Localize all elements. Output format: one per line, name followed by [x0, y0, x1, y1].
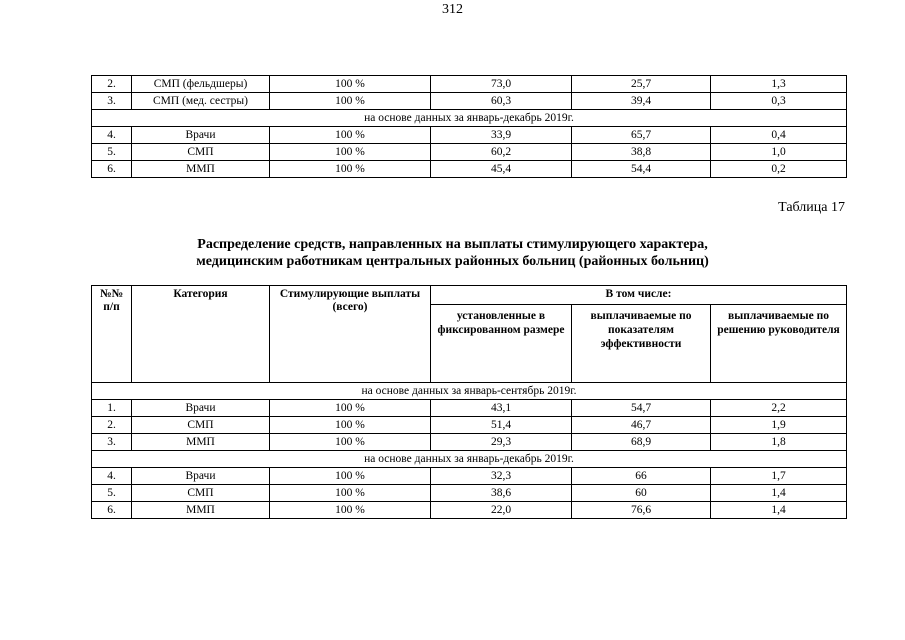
cell-num: 4.: [92, 127, 132, 144]
cell-category: ММП: [132, 502, 270, 519]
cell-category: СМП: [132, 417, 270, 434]
cell-total: 100 %: [270, 468, 431, 485]
cell-fixed: 38,6: [431, 485, 572, 502]
table-17: [91, 285, 847, 519]
cell-num: 2.: [92, 76, 132, 93]
header-category: Категория: [132, 286, 270, 383]
table-row: [92, 161, 847, 178]
table-row: [92, 417, 847, 434]
cell-efficiency: 66: [572, 468, 711, 485]
cell-efficiency: 60: [572, 485, 711, 502]
cell-fixed: 60,2: [431, 144, 572, 161]
cell-total: 100 %: [270, 434, 431, 451]
section-label: на основе данных за январь-декабрь 2019г.: [92, 110, 847, 127]
header-efficiency: выплачиваемые по показателям эффективности: [572, 305, 711, 383]
cell-total: 100 %: [270, 400, 431, 417]
cell-category: СМП: [132, 144, 270, 161]
cell-efficiency: 46,7: [572, 417, 711, 434]
cell-num: 5.: [92, 144, 132, 161]
cell-head-decision: 1,7: [711, 468, 847, 485]
cell-fixed: 33,9: [431, 127, 572, 144]
table-row: [92, 434, 847, 451]
cell-num: 3.: [92, 434, 132, 451]
cell-head-decision: 1,4: [711, 502, 847, 519]
table-title-line-1: Распределение средств, направленных на выплаты стимулирующего характера,: [197, 237, 708, 252]
cell-category: Врачи: [132, 468, 270, 485]
cell-efficiency: 54,7: [572, 400, 711, 417]
cell-head-decision: 0,3: [711, 93, 847, 110]
cell-total: 100 %: [270, 76, 431, 93]
cell-total: 100 %: [270, 144, 431, 161]
table-label: Таблица 17: [778, 200, 845, 215]
table-title: [0, 236, 905, 270]
cell-num: 2.: [92, 417, 132, 434]
cell-fixed: 45,4: [431, 161, 572, 178]
cell-fixed: 43,1: [431, 400, 572, 417]
cell-num: 4.: [92, 468, 132, 485]
cell-total: 100 %: [270, 93, 431, 110]
cell-efficiency: 68,9: [572, 434, 711, 451]
cell-head-decision: 0,2: [711, 161, 847, 178]
cell-head-decision: 1,0: [711, 144, 847, 161]
cell-total: 100 %: [270, 161, 431, 178]
cell-category: Врачи: [132, 127, 270, 144]
section-row: [92, 110, 847, 127]
cell-efficiency: 65,7: [572, 127, 711, 144]
cell-head-decision: 1,4: [711, 485, 847, 502]
cell-num: 5.: [92, 485, 132, 502]
top-table: [91, 75, 847, 178]
table-row: [92, 502, 847, 519]
cell-efficiency: 76,6: [572, 502, 711, 519]
cell-num: 1.: [92, 400, 132, 417]
section-row: [92, 383, 847, 400]
cell-efficiency: 25,7: [572, 76, 711, 93]
cell-category: ММП: [132, 161, 270, 178]
table-row: [92, 76, 847, 93]
page-number: 312: [442, 2, 463, 17]
header-fixed: установленные в фиксированном размере: [431, 305, 572, 383]
cell-head-decision: 2,2: [711, 400, 847, 417]
table-row: [92, 127, 847, 144]
section-row: [92, 451, 847, 468]
header-num: №№ п/п: [92, 286, 132, 383]
cell-category: СМП: [132, 485, 270, 502]
table-row: [92, 468, 847, 485]
cell-head-decision: 1,9: [711, 417, 847, 434]
cell-head-decision: 1,8: [711, 434, 847, 451]
cell-num: 6.: [92, 161, 132, 178]
cell-total: 100 %: [270, 417, 431, 434]
cell-category: СМП (фельдшеры): [132, 76, 270, 93]
cell-fixed: 22,0: [431, 502, 572, 519]
table-row: [92, 400, 847, 417]
cell-fixed: 29,3: [431, 434, 572, 451]
table-title-line-2: медицинским работникам центральных районных больниц (районных больниц): [196, 254, 709, 269]
header-total: Стимулирующие выплаты (всего): [270, 286, 431, 383]
cell-efficiency: 38,8: [572, 144, 711, 161]
cell-total: 100 %: [270, 502, 431, 519]
cell-efficiency: 54,4: [572, 161, 711, 178]
header-head-decision: выплачиваемые по решению руководителя: [711, 305, 847, 383]
table-row: [92, 144, 847, 161]
cell-fixed: 51,4: [431, 417, 572, 434]
cell-head-decision: 0,4: [711, 127, 847, 144]
table-row: [92, 93, 847, 110]
cell-head-decision: 1,3: [711, 76, 847, 93]
cell-num: 3.: [92, 93, 132, 110]
cell-category: ММП: [132, 434, 270, 451]
cell-fixed: 73,0: [431, 76, 572, 93]
header-row: [92, 286, 847, 305]
section-label: на основе данных за январь-декабрь 2019г.: [92, 451, 847, 468]
cell-category: Врачи: [132, 400, 270, 417]
cell-num: 6.: [92, 502, 132, 519]
cell-total: 100 %: [270, 127, 431, 144]
cell-category: СМП (мед. сестры): [132, 93, 270, 110]
header-including: В том числе:: [431, 286, 847, 305]
cell-efficiency: 39,4: [572, 93, 711, 110]
cell-fixed: 60,3: [431, 93, 572, 110]
cell-fixed: 32,3: [431, 468, 572, 485]
cell-total: 100 %: [270, 485, 431, 502]
table-row: [92, 485, 847, 502]
section-label: на основе данных за январь-сентябрь 2019г.: [92, 383, 847, 400]
